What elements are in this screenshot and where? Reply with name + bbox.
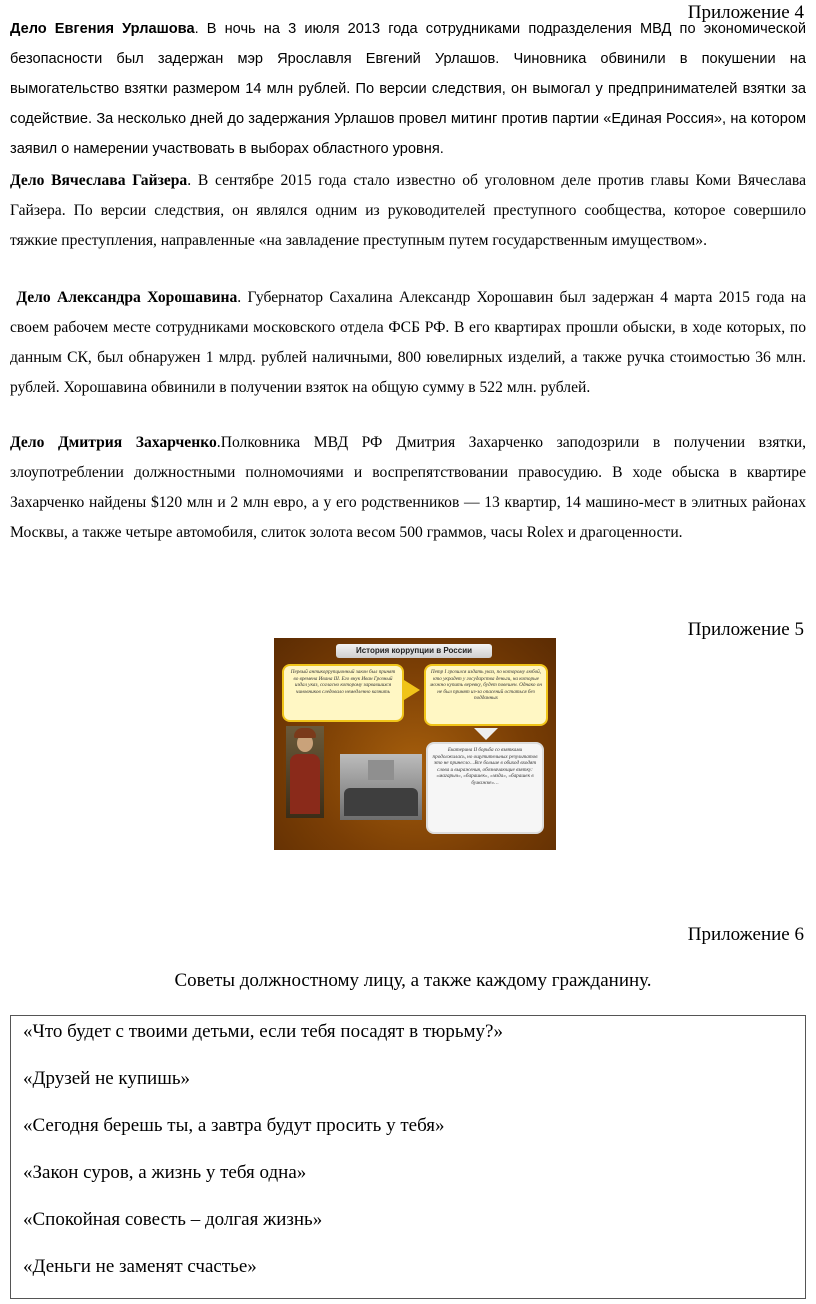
case-separator: .: [237, 289, 248, 306]
case-urlashov: [10, 14, 806, 164]
tsar-portrait-image: [286, 726, 324, 818]
advice-item: «Закон суров, а жизнь у тебя одна»: [23, 1162, 307, 1183]
case-title: Дело Вячеслава Гайзера: [10, 172, 188, 189]
case-title: Дело Александра Хорошавина: [16, 289, 238, 306]
case-separator: .: [216, 434, 221, 451]
advice-item: «Сегодня берешь ты, а завтра будут просить у тебя»: [23, 1115, 445, 1136]
arrow-right-icon: [404, 680, 420, 700]
case-zakharchenko: [10, 428, 806, 548]
advice-item: «Спокойная совесть – долгая жизнь»: [23, 1209, 323, 1230]
advice-box: [10, 1015, 806, 1299]
appendix-6-label: Приложение 6: [687, 924, 804, 945]
case-gaizer: [10, 166, 806, 256]
case-text: В ночь на 3 июля 2013 года сотрудниками подразделения МВД по экономической безопасности был задержан мэр Ярославля Евгений Урлашов. Чиновника обвинили в покушении на вымогательство взятки размером 14 млн рублей. По версии следствия, он вымогал у предпринимателей взятки за содействие. За несколько дней до задержания Урлашов провел митинг против партии «Единая Россия», на котором заявил о намерении участвовать в выборах областного уровня.: [10, 21, 807, 157]
arrow-down-icon: [474, 728, 498, 740]
case-text: В сентябре 2015 года стало известно об уголовном деле против главы Коми Вячеслава Гайзера. По версии следствия, он являлся одним из руководителей преступного сообщества, которое совершило тяжкие преступления, направленные «на завладение преступным путем государственным имуществом».: [10, 172, 806, 249]
case-khoroshavin: [10, 283, 806, 403]
case-separator: .: [194, 21, 207, 37]
ivan-iii-callout: Первый антикоррупционный закон был принят во времена Ивана III. Его внук Иван Грозный издал указ, согласно которому зарвавшихся чиновников следовало немедленно казнить: [282, 664, 404, 722]
peter-i-callout: Петр I грозился издать указ, по которому любой, кто украдет у государства деньги, на которые можно купить веревку, будет повешен. Однако он не был принят из-за опасений остаться без подданных: [424, 664, 548, 726]
appendix-5-label: Приложение 5: [687, 619, 804, 640]
corruption-history-infographic: [274, 638, 556, 850]
appendix-4-label: Приложение 4: [687, 2, 804, 23]
advice-item: «Друзей не купишь»: [23, 1068, 191, 1089]
case-title: Дело Дмитрия Захарченко: [10, 434, 217, 451]
case-title: Дело Евгения Урлашова: [10, 21, 195, 37]
catherine-ii-callout: Екатерина II борьба со взятками продолжилась, но ощутительных результатов это не принесло…Все больше в обиход входят слова и выражения, обозначающие взятку: «магарыч», «барашек», «мзда», «барашек в бумажке»…: [426, 742, 544, 834]
case-separator: .: [187, 172, 198, 189]
case-text: Губернатор Сахалина Александр Хорошавин был задержан 4 марта 2015 года на своем рабочем месте сотрудниками московского отдела ФСБ РФ. В его квартирах прошли обыски, в ходе которых, по данным СК, был обнаружен 1 млрд. рублей наличными, 800 ювелирных изделий, а также ручка стоимостью 36 млн. рублей. Хорошавина обвинили в получении взяток на общую сумму в 522 млн. рублей.: [10, 289, 807, 396]
advice-heading: Советы должностному лицу, а также каждому гражданину.: [174, 970, 652, 991]
infographic-title: История коррупции в России: [336, 644, 492, 658]
advice-item: «Что будет с твоими детьми, если тебя посадят в тюрьму?»: [23, 1021, 503, 1042]
historical-crowd-photo: [340, 754, 422, 820]
advice-item: «Деньги не заменят счастье»: [23, 1256, 257, 1277]
case-text: Полковника МВД РФ Дмитрия Захарченко заподозрили в получении взятки, злоупотреблении должностными полномочиями и воспрепятствовании правосудию. В ходе обыска в квартире Захарченко найдены $120 млн и 2 млн евро, а у его родственников — 13 квартир, 14 машино-мест в элитных районах Москвы, а также четыре автомобиля, слиток золота весом 500 граммов, часы Rolex и драгоценности.: [10, 434, 807, 541]
